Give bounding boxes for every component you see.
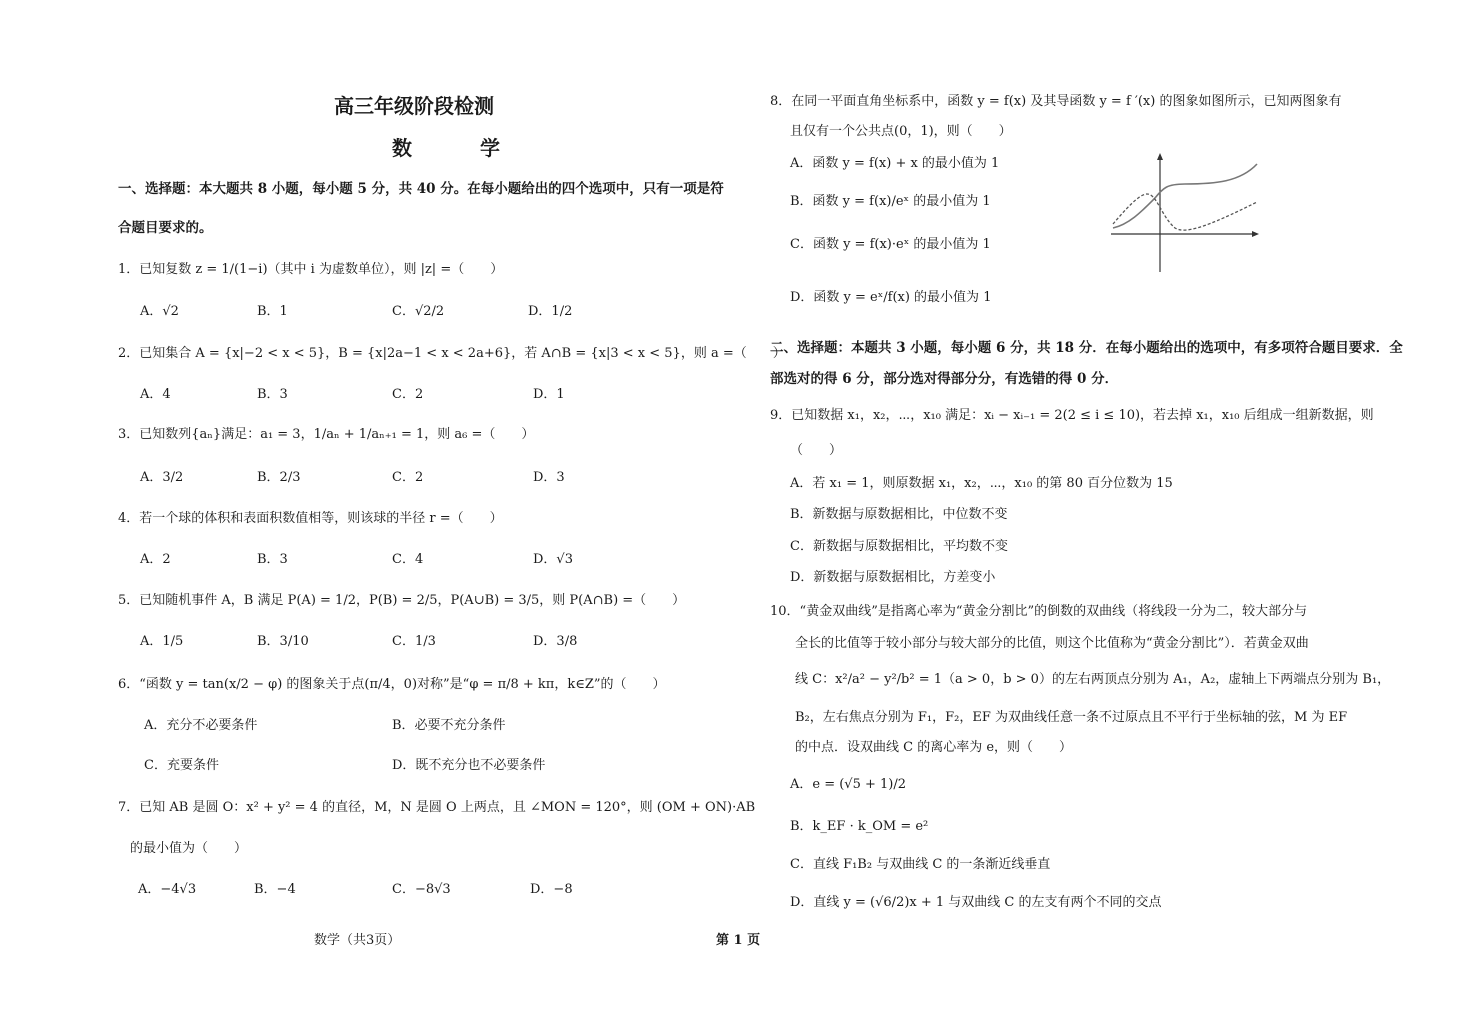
footer-subject: 数学（共3页） [314,933,401,948]
f-curve [1113,164,1257,228]
q8-option-b: B．函数 y = f(x)/eˣ 的最小值为 1 [790,194,991,209]
q4-stem: 4．若一个球的体积和表面积数值相等，则该球的半径 r =（ ） [118,511,503,526]
q6-stem: 6．“函数 y = tan(x/2 − φ) 的图象关于点(π/4，0)对称”是“φ = π/8 + kπ，k∈Z”的（ ） [118,677,666,692]
q1-option-c: C．√2/2 [392,304,445,319]
q6-option-b: B．必要不充分条件 [392,718,506,733]
q4-option-b: B．3 [257,552,288,567]
q5-option-b: B．3/10 [257,634,309,649]
page-title: 高三年级阶段检测 [334,94,494,118]
q10-stem-line1: 10．“黄金双曲线”是指离心率为“黄金分割比”的倒数的双曲线（将线段一分为二，较大部分与 [770,604,1308,619]
q7-stem-cont: 的最小值为（ ） [130,841,248,856]
q3-option-c: C．2 [392,470,424,485]
q7-option-c: C．−8√3 [392,882,451,897]
q1-option-a: A．√2 [140,304,179,319]
x-axis-arrow [1252,231,1259,237]
footer-page-number: 第 1 页 [716,933,761,948]
q8-option-a: A．函数 y = f(x) + x 的最小值为 1 [790,156,1000,171]
q3-option-a: A．3/2 [140,470,184,485]
q1-option-d: D．1/2 [528,304,573,319]
q1-stem: 1．已知复数 z = 1/(1−i)（其中 i 为虚数单位），则 |z| =（ ） [118,262,504,277]
section1-heading: 一、选择题：本大题共 8 小题，每小题 5 分，共 40 分。在每小题给出的四个选项中，只有一项是符 [118,181,724,197]
subject-title: 数 学 [392,136,524,160]
q10-stem-line3: 线 C：x²/a² − y²/b² = 1（a > 0，b > 0）的左右两顶点分别为 A₁，A₂，虚轴上下两端点分别为 B₁， [795,672,1391,687]
y-axis-arrow [1157,153,1163,160]
q9-stem-cont: （ ） [790,443,843,458]
q1-option-b: B．1 [257,304,288,319]
q7-option-b: B．−4 [254,882,296,897]
q4-option-d: D．√3 [533,552,573,567]
q8-stem-cont: 且仅有一个公共点(0，1)，则（ ） [790,124,1012,139]
q5-option-d: D．3/8 [533,634,578,649]
q10-option-a: A．e = (√5 + 1)/2 [790,777,907,792]
q9-option-d: D．新数据与原数据相比，方差变小 [790,570,996,585]
q10-stem-line2: 全长的比值等于较小部分与较大部分的比值，则这个比值称为“黄金分割比”）．若黄金双曲 [795,636,1309,651]
f-prime-curve [1113,194,1257,230]
q9-stem: 9．已知数据 x₁，x₂，⋯，x₁₀ 满足：xᵢ − xᵢ₋₁ = 2(2 ≤ i ≤ 10)，若去掉 x₁，x₁₀ 后组成一组新数据，则 [770,408,1374,423]
q7-stem: 7．已知 AB 是圆 O：x² + y² = 4 的直径，M，N 是圆 O 上两点，且 ∠MON = 120°，则 (OM + ON)·AB [118,800,756,815]
section2-heading-cont: 部选对的得 6 分，部分选对得部分分，有选错的得 0 分． [770,371,1119,387]
q10-stem-line4: B₂，左右焦点分别为 F₁，F₂，EF 为双曲线任意一条不过原点且不平行于坐标轴的弦，M 为 EF [795,710,1348,725]
q10-option-d: D．直线 y = (√6/2)x + 1 与双曲线 C 的左支有两个不同的交点 [790,895,1162,910]
q5-stem: 5．已知随机事件 A，B 满足 P(A) = 1/2，P(B) = 2/5，P(A∪B) = 3/5，则 P(A∩B) =（ ） [118,593,686,608]
q7-option-d: D．−8 [530,882,573,897]
q4-option-c: C．4 [392,552,424,567]
q2-option-a: A．4 [140,387,171,402]
q8-function-graph [1105,150,1270,275]
q2-option-c: C．2 [392,387,424,402]
q4-option-a: A．2 [140,552,171,567]
q3-option-b: B．2/3 [257,470,301,485]
q2-option-d: D．1 [533,387,565,402]
q5-option-a: A．1/5 [140,634,184,649]
q8-option-d: D．函数 y = eˣ/f(x) 的最小值为 1 [790,290,992,305]
q9-option-b: B．新数据与原数据相比，中位数不变 [790,507,1008,522]
q10-option-c: C．直线 F₁B₂ 与双曲线 C 的一条渐近线垂直 [790,857,1051,872]
section1-heading-cont: 合题目要求的。 [118,220,213,236]
q10-stem-line5: 的中点．设双曲线 C 的离心率为 e，则（ ） [795,740,1073,755]
q9-option-c: C．新数据与原数据相比，平均数不变 [790,539,1008,554]
q6-option-c: C．充要条件 [144,758,219,773]
q3-stem: 3．已知数列{aₙ}满足：a₁ = 3，1/aₙ + 1/aₙ₊₁ = 1，则 a₆ =（ ） [118,427,535,442]
q8-stem: 8．在同一平面直角坐标系中，函数 y = f(x) 及其导函数 y = f ′(x) 的图象如图所示，已知两图象有 [770,94,1342,109]
q2-stem: 2．已知集合 A = {x|−2 < x < 5}，B = {x|2a−1 < x < 2a+6}，若 A∩B = {x|3 < x < 5}，则 a =（ ） [118,346,786,361]
q6-option-a: A．充分不必要条件 [144,718,258,733]
q9-option-a: A．若 x₁ = 1，则原数据 x₁，x₂，⋯，x₁₀ 的第 80 百分位数为 15 [790,476,1173,491]
q3-option-d: D．3 [533,470,565,485]
q8-option-c: C．函数 y = f(x)·eˣ 的最小值为 1 [790,237,991,252]
q6-option-d: D．既不充分也不必要条件 [392,758,546,773]
q7-option-a: A．−4√3 [138,882,197,897]
q2-option-b: B．3 [257,387,288,402]
q10-option-b: B．k_EF · k_OM = e² [790,819,929,834]
section2-heading: 二、选择题：本题共 3 小题，每小题 6 分，共 18 分．在每小题给出的选项中，有多项符合题目要求．全 [770,340,1403,356]
q5-option-c: C．1/3 [392,634,436,649]
